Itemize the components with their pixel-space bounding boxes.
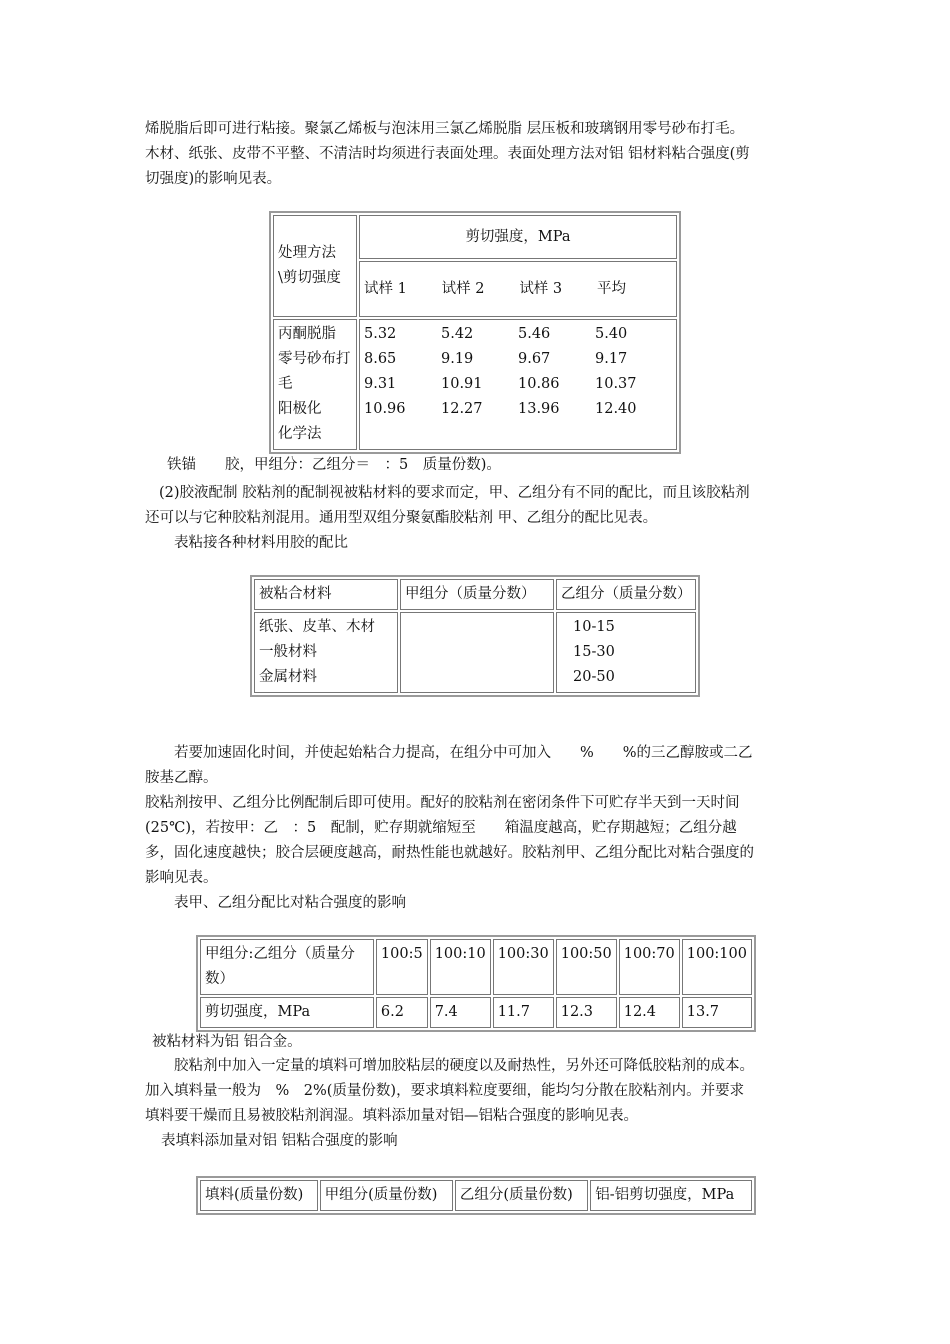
table3-row1-label: 甲组分:乙组分（质量分数） (200, 939, 374, 995)
table1-value: 5.32 (364, 326, 397, 342)
section-4-paragraph (145, 1054, 813, 1154)
table1-method: 化学法 (278, 426, 322, 442)
table3-ratio: 100:50 (556, 939, 617, 995)
table3-ratio-row (200, 939, 752, 995)
section-3-line-5: 多，固化速度越快；胶合层硬度越高，耐热性能也就越好。胶粘剂甲、乙组分配比对粘合强度的 (145, 845, 754, 861)
table1-methods-cell (273, 319, 357, 450)
table3-ratio: 100:10 (430, 939, 491, 995)
table2-header-part-a: 甲组分（质量分数） (400, 579, 554, 610)
ratio-strength-table (196, 935, 756, 1032)
table3-strength: 11.7 (493, 997, 554, 1028)
table1-value: 10.37 (595, 376, 637, 392)
table1-value: 9.17 (595, 351, 628, 367)
section-2-line-1: (2)胶液配制 胶粘剂的配制视被粘材料的要求而定，甲、乙组分有不同的配比，而且该胶粘剂 (159, 485, 750, 501)
table1-value: 12.27 (441, 401, 483, 417)
table1-row (364, 372, 672, 397)
table4-header-filler: 填料(质量份数) (200, 1180, 318, 1211)
table1-column-headers (359, 261, 677, 317)
table3-strength: 6.2 (376, 997, 428, 1028)
filler-strength-table (196, 1176, 756, 1215)
table1-group-header: 剪切强度，MPa (359, 215, 677, 259)
table2-part-b-value: 20-50 (573, 669, 615, 685)
table4-header-strength: 铝-铝剪切强度，MPa (590, 1180, 752, 1211)
table1-method: 丙酮脱脂 (278, 326, 336, 342)
intro-paragraph (145, 117, 813, 192)
table1-col-average: 平均 (596, 280, 626, 297)
table3-title: 表甲、乙组分配比对粘合强度的影响 (174, 895, 406, 911)
section-3-paragraph (145, 741, 813, 916)
table1-value: 5.46 (518, 326, 551, 342)
table2-part-b-value: 15-30 (573, 644, 615, 660)
table1-method: 阳极化 (278, 401, 322, 417)
table2-material: 一般材料 (259, 644, 317, 660)
table1-col-sample-1: 试样 1 (364, 280, 407, 297)
table2-title: 表粘接各种材料用胶的配比 (174, 535, 348, 551)
table1-value: 10.91 (441, 376, 483, 392)
table1-row (364, 347, 672, 372)
table1-corner-header: 处理方法\剪切强度 (273, 215, 357, 317)
table1-row (364, 322, 672, 347)
table1-col-sample-3: 试样 3 (519, 280, 563, 297)
table1-row (364, 397, 672, 422)
section-4-line-3: 填料要干燥而且易被胶粘剂润湿。填料添加量对铝—铝粘合强度的影响见表。 (145, 1108, 638, 1124)
table3-strength: 12.4 (619, 997, 680, 1028)
section-3-line-4: (25℃)，若按甲：乙 ：5 配制，贮存期就缩短至 箱温度越高，贮存期越短；乙组分越 (145, 820, 737, 836)
note-1: 铁锚 胶，甲组分：乙组分＝ ：5 质量份数)。 (167, 457, 501, 473)
table2-material: 纸张、皮革、木材 (259, 619, 375, 635)
table4-header-part-b: 乙组分(质量份数) (455, 1180, 588, 1211)
table3-ratio: 100:5 (376, 939, 428, 995)
intro-line-2: 木材、纸张、皮带不平整、不清洁时均须进行表面处理。表面处理方法对铝 铝材料粘合强度(剪 (145, 146, 750, 162)
section-3-line-1: 若要加速固化时间，并使起始粘合力提高，在组分中可加入 % %的三乙醇胺或二乙 (174, 745, 753, 761)
section-2-line-2: 还可以与它种胶粘剂混用。通用型双组分聚氨酯胶粘剂 甲、乙组分的配比见表。 (145, 510, 658, 526)
section-2-paragraph (145, 481, 813, 556)
section-3-line-2: 胺基乙醇。 (145, 770, 218, 786)
table1-value: 9.19 (441, 351, 474, 367)
table3-row2-label: 剪切强度，MPa (200, 997, 374, 1028)
table1-value: 10.96 (364, 401, 406, 417)
table1-method: 零号砂布打毛 (278, 351, 351, 392)
table1-value: 12.40 (595, 401, 637, 417)
table1-values-cell (359, 319, 677, 450)
table1-value: 5.40 (595, 326, 628, 342)
table1-value: 5.42 (441, 326, 474, 342)
table3-strength: 12.3 (556, 997, 617, 1028)
table2-header-material: 被粘合材料 (254, 579, 398, 610)
table4-title: 表填料添加量对铝 铝粘合强度的影响 (161, 1133, 398, 1149)
table1-value: 8.65 (364, 351, 397, 367)
section-3-line-6: 影响见表。 (145, 870, 218, 886)
table2-part-b-cell (556, 612, 696, 693)
table3-strength-row (200, 997, 752, 1028)
intro-line-1: 烯脱脂后即可进行粘接。聚氯乙烯板与泡沫用三氯乙烯脱脂 层压板和玻璃钢用零号砂布打毛。 (145, 121, 745, 137)
section-4-line-1: 胶粘剂中加入一定量的填料可增加胶粘层的硬度以及耐热性，另外还可降低胶粘剂的成本。 (174, 1058, 754, 1074)
note-2: 被粘材料为铝 铝合金。 (152, 1034, 302, 1050)
table1-value: 10.86 (518, 376, 560, 392)
table3-strength: 13.7 (682, 997, 752, 1028)
table3-ratio: 100:100 (682, 939, 752, 995)
table2-part-a-cell (400, 612, 554, 693)
table2-materials-cell (254, 612, 398, 693)
table3-ratio: 100:70 (619, 939, 680, 995)
table3-ratio: 100:30 (493, 939, 554, 995)
table2-header-part-b: 乙组分（质量分数） (556, 579, 696, 610)
table1-value: 9.31 (364, 376, 397, 392)
material-ratio-table (250, 575, 700, 697)
surface-treatment-table (269, 211, 681, 454)
section-4-line-2: 加入填料量一般为 % 2%(质量份数)，要求填料粒度要细，能均匀分散在胶粘剂内。并要求 (145, 1083, 745, 1099)
table3-strength: 7.4 (430, 997, 491, 1028)
table1-value: 13.96 (518, 401, 560, 417)
section-3-line-3: 胶粘剂按甲、乙组分比例配制后即可使用。配好的胶粘剂在密闭条件下可贮存半天到一天时间 (145, 795, 740, 811)
table1-value: 9.67 (518, 351, 551, 367)
table4-header-part-a: 甲组分(质量份数) (320, 1180, 453, 1211)
table2-material: 金属材料 (259, 669, 317, 685)
intro-line-3: 切强度)的影响见表。 (145, 171, 282, 187)
table2-part-b-value: 10-15 (573, 619, 615, 635)
table1-col-sample-2: 试样 2 (441, 280, 485, 297)
